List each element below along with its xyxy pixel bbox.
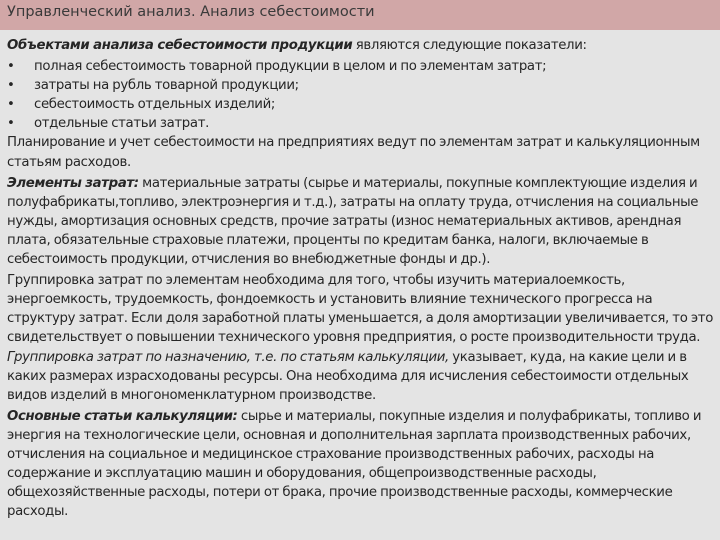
- cost-elements-paragraph: [7, 174, 713, 269]
- bullet-icon: •: [7, 116, 15, 132]
- objects-lead: Объектами анализа себестоимости продукции: [7, 38, 353, 53]
- list-item: [7, 95, 713, 114]
- costing-items-rest: сырье и материалы, покупные изделия и полуфабрикаты, топливо и энергия на технологические цели, основная и дополнительная зарплата производственных рабочих, отчисления на социальное и медицинское страхование производственных рабочих, расходы на содержание и эксплуатацию машин и оборудования, общепроизводственные расходы, общехозяйственные расходы, потери от брака, прочие производственные расходы, коммерческие расходы.: [7, 408, 702, 520]
- list-item-text: отдельные статьи затрат.: [34, 116, 209, 132]
- list-item-text: полная себестоимость товарной продукции в целом и по элементам затрат;: [34, 59, 547, 75]
- objects-rest: являются следующие показатели:: [352, 38, 587, 53]
- bullet-icon: •: [7, 78, 15, 94]
- cost-elements-rest: материальные затраты (сырье и материалы, покупные комплектующие изделия и полуфабрикаты,топливо, электроэнергия и т.д.), затраты на оплату труда, отчисления на социальные нужды, амортизация основных средств, прочие затраты (износ нематериальных активов, арендная плата, обязательные страховые платежи, проценты по кредитам банка, налоги, включаемые в себестоимость продукции, отчисления во внебюджетные фонды и др.).: [7, 175, 699, 268]
- grouping-text-1: Группировка затрат по элементам необходима для того, чтобы изучить материалоемкость, энергоемкость, трудоемкость, фондоемкость и установить влияние технического прогресса на структуру затрат. Если доля заработной платы уменьшается, а доля амортизации увеличивается, то это свидетельствует о повышении технического уровня предприятия, о росте производительности труда.: [7, 273, 713, 346]
- grouping-italic-text: Группировка затрат по назначению, т.е. по статьям калькуляции,: [7, 349, 449, 365]
- list-item: [7, 57, 713, 76]
- slide-title-bar: [0, 0, 720, 30]
- bullet-icon: •: [7, 97, 15, 113]
- grouping-paragraph: [7, 271, 713, 405]
- list-item: [7, 114, 713, 133]
- slide-content: [7, 36, 713, 523]
- planning-paragraph: Планирование и учет себестоимости на предприятиях ведут по элементам затрат и калькуляционным статьям расходов.: [7, 135, 700, 170]
- bullet-icon: •: [7, 59, 15, 75]
- list-item-text: затраты на рубль товарной продукции;: [34, 78, 299, 94]
- slide-title: Управленческий анализ. Анализ себестоимости: [7, 4, 375, 20]
- costing-items-lead: Основные статьи калькуляции:: [7, 408, 238, 424]
- objects-intro-paragraph: [7, 36, 713, 55]
- grouping-text-2: указывает, куда, на какие цели и в каких размерах израсходованы ресурсы. Она необходима для исчисления себестоимости отдельных видов изделий в многономенклатурном производстве.: [7, 349, 689, 403]
- costing-items-paragraph: [7, 407, 713, 522]
- cost-elements-lead: Элементы затрат:: [7, 175, 139, 191]
- list-item: [7, 76, 713, 95]
- list-item-text: себестоимость отдельных изделий;: [34, 97, 276, 113]
